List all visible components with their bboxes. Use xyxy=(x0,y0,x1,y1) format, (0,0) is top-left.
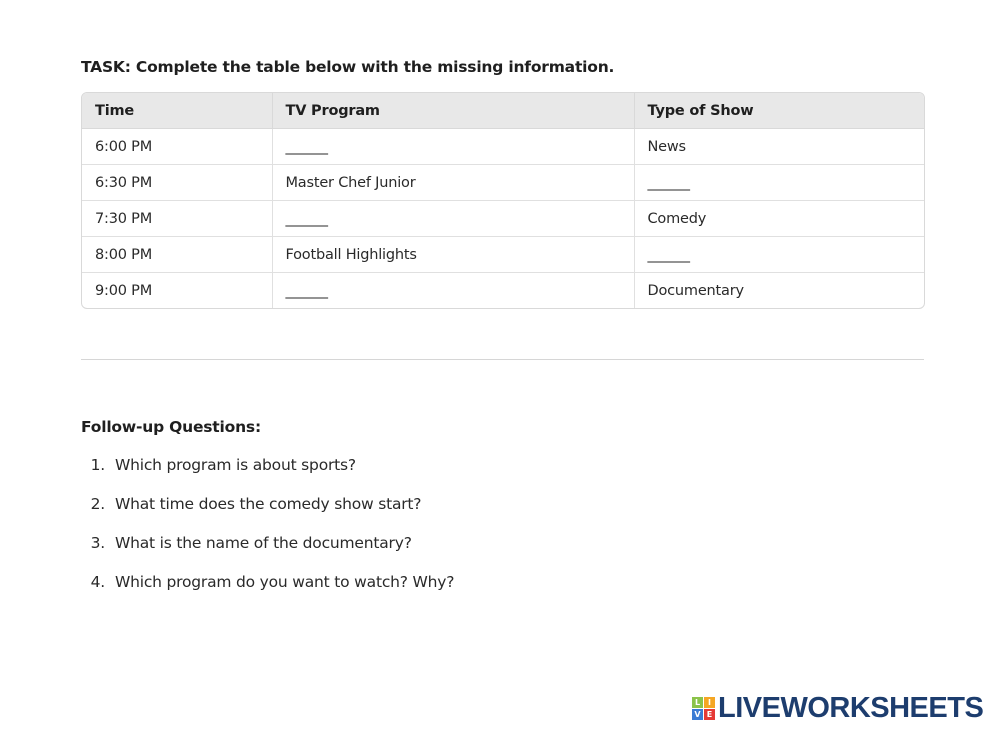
list-item xyxy=(81,534,454,573)
question-number: 1. xyxy=(90,456,105,474)
cell-time: 6:30 PM xyxy=(82,165,272,201)
followup-questions-list xyxy=(81,456,454,612)
question-number: 3. xyxy=(90,534,105,552)
question-number: 4. xyxy=(90,573,105,591)
section-divider xyxy=(81,359,924,360)
cell-program-blank[interactable]: ______ xyxy=(272,201,634,237)
cell-time: 7:30 PM xyxy=(82,201,272,237)
list-item xyxy=(81,495,454,534)
cell-type: Documentary xyxy=(647,282,744,299)
table-header-row xyxy=(82,93,924,129)
cell-type: Comedy xyxy=(634,201,924,237)
table-row xyxy=(82,237,924,273)
cell-type: News xyxy=(634,129,924,165)
question-text: What time does the comedy show start? xyxy=(115,495,422,513)
cell-program-blank[interactable]: ______ xyxy=(272,129,634,165)
liveworksheets-logo-icon: L I V E xyxy=(692,697,715,720)
question-text: Which program is about sports? xyxy=(115,456,356,474)
question-number: 2. xyxy=(90,495,105,513)
logo-text: LIVEWORKSHEETS xyxy=(718,692,984,724)
followup-title: Follow-up Questions: xyxy=(81,418,261,436)
cell-program: Master Chef Junior xyxy=(272,165,634,201)
question-text: What is the name of the documentary? xyxy=(115,534,412,552)
cell-type-blank[interactable]: ______ xyxy=(634,237,924,273)
list-item xyxy=(81,456,454,495)
cell-program: Football Highlights xyxy=(272,237,634,273)
cell-program-blank[interactable]: ______ xyxy=(272,273,634,309)
cell-time: 6:00 PM xyxy=(82,129,272,165)
task-title: TASK: Complete the table below with the missing information. xyxy=(81,58,615,76)
header-tv-program: TV Program xyxy=(272,93,634,129)
list-item xyxy=(81,573,454,612)
header-type-of-show: Type of Show xyxy=(634,93,924,129)
table-row xyxy=(82,273,924,309)
cell-type-blank[interactable]: ______ xyxy=(634,165,924,201)
liveworksheets-logo xyxy=(692,694,983,723)
schedule-table xyxy=(81,92,925,309)
table-row xyxy=(82,201,924,237)
cell-time: 9:00 PM xyxy=(82,273,272,309)
question-text: Which program do you want to watch? Why? xyxy=(115,573,455,591)
table-row xyxy=(82,165,924,201)
header-time: Time xyxy=(82,93,272,129)
cell-time: 8:00 PM xyxy=(82,237,272,273)
table-row xyxy=(82,129,924,165)
